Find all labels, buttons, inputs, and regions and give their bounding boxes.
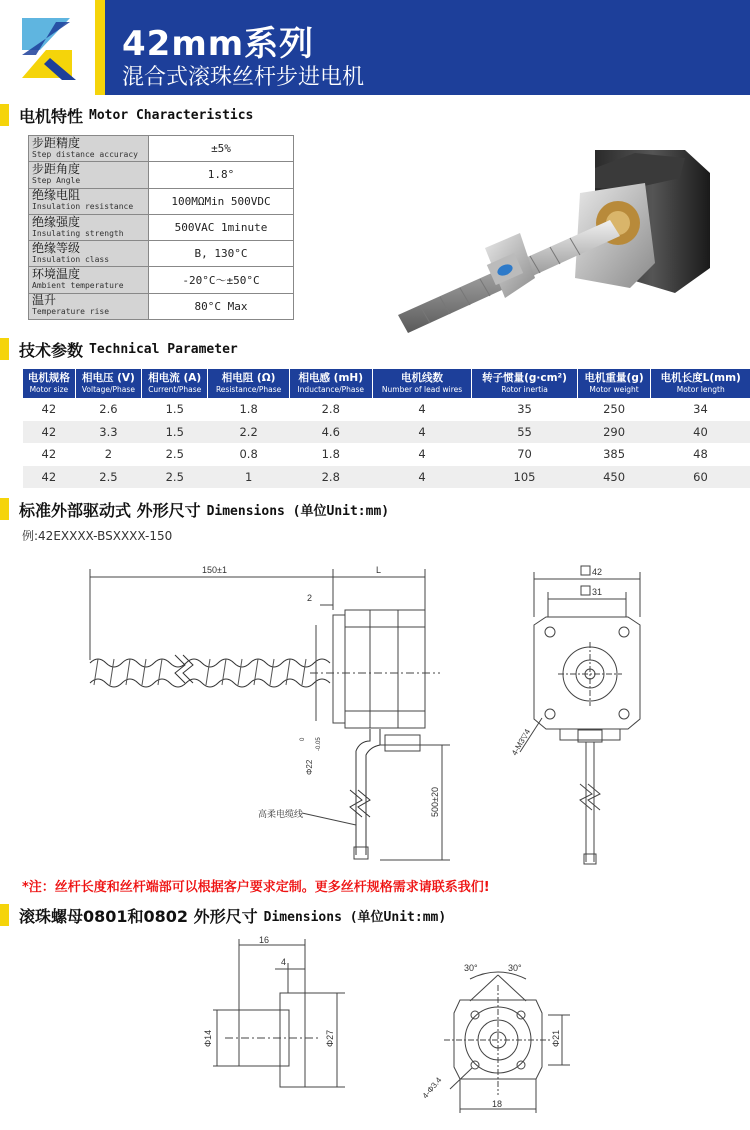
- section-marker: [0, 104, 9, 126]
- section-marker: [0, 904, 9, 926]
- column-header: [289, 369, 372, 398]
- table-cell: 35: [517, 402, 532, 417]
- nut-front-view-drawing: [420, 955, 580, 1120]
- characteristic-value: ±5%: [149, 136, 294, 162]
- table-cell: 2.8: [289, 466, 372, 489]
- section-marker: [0, 498, 9, 520]
- characteristic-label-cn: 温升: [32, 293, 57, 308]
- dim-angle-left: 30°: [464, 963, 478, 973]
- column-header-en: Inductance/Phase: [297, 385, 365, 394]
- section-title-cn: 技术参数: [19, 340, 84, 360]
- column-header: [372, 369, 472, 398]
- table-cell: 2.8: [321, 402, 340, 417]
- characteristic-row: [29, 214, 294, 240]
- characteristic-row: [29, 267, 294, 293]
- column-header-cn: 相电压 (V): [81, 372, 135, 384]
- section-nut-dimensions: [0, 903, 446, 927]
- dim-hole-pitch: 31: [592, 587, 603, 597]
- column-header: [651, 369, 750, 398]
- technical-parameter-table: [22, 369, 750, 488]
- table-cell: 60: [651, 466, 750, 489]
- table-cell: 34: [693, 402, 708, 417]
- table-cell: 0.8: [239, 447, 258, 462]
- section-title-en: Technical Parameter: [89, 341, 238, 357]
- dim-shaft-tol-top: 0: [300, 737, 306, 741]
- characteristic-row: [29, 162, 294, 188]
- table-row: [23, 421, 750, 444]
- table-cell: 42: [41, 402, 57, 417]
- characteristic-label-cn: 绝缘强度: [32, 214, 81, 229]
- characteristic-label-en: Temperature rise: [32, 307, 110, 317]
- table-cell: 4: [418, 402, 426, 417]
- zk-logo-icon: [0, 0, 95, 95]
- characteristic-label: [29, 162, 149, 188]
- column-header-en: Resistance/Phase: [215, 385, 282, 394]
- column-header-cn: 转子惯量(g·cm²): [482, 372, 567, 384]
- section-title-cn: 标准外部驱动式 外形尺寸: [19, 500, 201, 520]
- table-cell: 290: [577, 421, 651, 444]
- table-cell: 2.5: [142, 466, 208, 489]
- motor-front-view-drawing: [509, 562, 680, 872]
- dim-offset: 2: [307, 593, 313, 603]
- dim-shaft-diameter: Φ22: [305, 759, 314, 775]
- table-row: [23, 466, 750, 489]
- table-cell: 2: [104, 447, 113, 462]
- header-accent-stripe: [95, 0, 105, 95]
- dim-nut-flange-diameter: Φ27: [325, 1029, 335, 1047]
- characteristic-label: [29, 241, 149, 267]
- characteristic-value: B, 130°C: [149, 241, 294, 267]
- dim-angle-right: 30°: [508, 963, 522, 973]
- dim-nut-body-diameter: Φ14: [203, 1029, 213, 1047]
- dim-flange-thickness: 4: [281, 957, 287, 967]
- characteristics-table: [28, 135, 294, 320]
- characteristic-label-en: Step Angle: [32, 175, 81, 185]
- section-title-en: Dimensions (单位Unit:mm): [263, 909, 447, 925]
- column-header-en: Current/Phase: [148, 385, 202, 394]
- characteristic-value: 500VAC 1minute: [149, 214, 294, 240]
- table-cell: 4: [372, 466, 472, 489]
- section-motor-characteristics: [0, 103, 253, 127]
- table-cell: 250: [603, 402, 626, 417]
- section-technical-parameter: [0, 337, 238, 361]
- dim-motor-length: L: [376, 565, 382, 575]
- page-subtitle: 混合式滚珠丝杆步进电机: [122, 65, 365, 90]
- characteristic-row: [29, 188, 294, 214]
- column-header-cn: 电机长度L(mm): [660, 372, 741, 384]
- column-header-en: Rotor inertia: [501, 385, 548, 394]
- characteristic-label: [29, 136, 149, 162]
- characteristic-label-en: Insulating strength: [32, 228, 124, 238]
- characteristic-value: 80°C Max: [149, 293, 294, 319]
- model-example: 例:42EXXXX-BSXXXX-150: [22, 529, 173, 543]
- table-cell: 40: [651, 421, 750, 444]
- column-header-cn: 相电感 (mH): [298, 372, 363, 384]
- column-header-cn: 相电阻 (Ω): [221, 372, 276, 384]
- characteristic-label: [29, 188, 149, 214]
- table-cell: 2.5: [165, 447, 184, 462]
- table-cell: 2.5: [75, 466, 141, 489]
- table-cell: 70: [517, 447, 532, 462]
- section-title-en: Dimensions (单位Unit:mm): [206, 503, 390, 519]
- table-cell: 3.3: [75, 421, 141, 444]
- column-header: [142, 369, 208, 398]
- dim-frame-size: 42: [592, 567, 603, 577]
- characteristic-label-cn: 环境温度: [32, 267, 81, 282]
- dim-mount-holes: 4-Φ3.4: [420, 1075, 444, 1101]
- characteristic-label-cn: 绝缘电阻: [32, 188, 81, 203]
- column-header-en: Number of lead wires: [381, 385, 463, 394]
- table-cell: 450: [577, 466, 651, 489]
- column-header-cn: 相电流 (A): [148, 372, 202, 384]
- column-header-en: Motor size: [29, 385, 69, 394]
- column-header-en: Voltage/Phase: [81, 385, 135, 394]
- characteristic-label-en: Ambient temperature: [32, 281, 124, 291]
- header-banner: [0, 0, 750, 95]
- table-cell: 42: [23, 466, 76, 489]
- table-cell: 105: [472, 466, 577, 489]
- dim-mounting-screws: 4-M3▽4: [509, 727, 533, 757]
- characteristic-value: 100MΩMin 500VDC: [149, 188, 294, 214]
- wire-callout: 高柔电缆线: [258, 809, 304, 819]
- dim-wire-length: 500±20: [430, 787, 440, 817]
- characteristic-label-cn: 绝缘等级: [32, 240, 81, 255]
- table-cell: 2.2: [208, 421, 289, 444]
- characteristic-label-en: Step distance accuracy: [32, 149, 138, 159]
- column-header-cn: 电机线数: [401, 372, 444, 384]
- characteristic-value: -20°C～±50°C: [149, 267, 294, 293]
- column-header-en: Motor length: [676, 385, 725, 394]
- column-header: [472, 369, 577, 398]
- table-cell: 1.8: [321, 447, 340, 462]
- table-cell: 55: [472, 421, 577, 444]
- table-cell: 48: [693, 447, 708, 462]
- dim-screw-length: 150±1: [202, 565, 227, 575]
- nut-side-view-drawing: [195, 935, 355, 1120]
- characteristic-label-cn: 步距角度: [32, 161, 81, 176]
- page-title: 42mm系列: [122, 24, 315, 64]
- characteristic-row: [29, 293, 294, 319]
- column-header: [75, 369, 141, 398]
- characteristic-label-en: Insulation class: [32, 254, 110, 264]
- characteristic-label: [29, 267, 149, 293]
- table-cell: 2.6: [99, 402, 118, 417]
- table-cell: 4.6: [289, 421, 372, 444]
- motor-photo: [380, 128, 730, 338]
- section-title-en: Motor Characteristics: [89, 107, 254, 123]
- table-cell: 1: [208, 466, 289, 489]
- table-cell: 42: [23, 421, 76, 444]
- dim-nut-length: 16: [259, 935, 270, 945]
- section-title-cn: 电机特性: [19, 106, 84, 126]
- column-header: [577, 369, 651, 398]
- characteristic-label-en: Insulation resistance: [32, 202, 134, 212]
- table-cell: 4: [418, 447, 426, 462]
- column-header: [208, 369, 289, 398]
- table-cell: 4: [372, 421, 472, 444]
- table-cell: 1.8: [239, 402, 258, 417]
- column-header-cn: 电机规格: [27, 372, 70, 384]
- dim-shaft-tol-bottom: -0.05: [316, 737, 322, 751]
- column-header: [23, 369, 76, 398]
- table-row: [23, 398, 750, 421]
- characteristic-label-cn: 步距精度: [32, 135, 81, 150]
- characteristic-row: [29, 136, 294, 162]
- table-row: [23, 443, 750, 466]
- dim-hole-pcd: Φ21: [551, 1029, 561, 1047]
- motor-side-view-drawing: [80, 555, 460, 875]
- characteristic-label: [29, 293, 149, 319]
- table-cell: 1.5: [165, 402, 184, 417]
- characteristic-value: 1.8°: [149, 162, 294, 188]
- section-title-cn: 滚珠螺母0801和0802 外形尺寸: [19, 906, 258, 926]
- section-marker: [0, 338, 9, 360]
- table-cell: 385: [603, 447, 626, 462]
- characteristic-row: [29, 241, 294, 267]
- section-motor-dimensions: [0, 497, 389, 521]
- table-cell: 1.5: [142, 421, 208, 444]
- column-header-cn: 电机重量(g): [584, 372, 644, 384]
- table-cell: 42: [41, 447, 57, 462]
- characteristic-label: [29, 214, 149, 240]
- dim-nut-width: 18: [492, 1099, 503, 1109]
- column-header-en: Motor weight: [589, 385, 639, 394]
- customization-note: *注：丝杆长度和丝杆端部可以根据客户要求定制。更多丝杆规格需求请联系我们!: [22, 880, 490, 895]
